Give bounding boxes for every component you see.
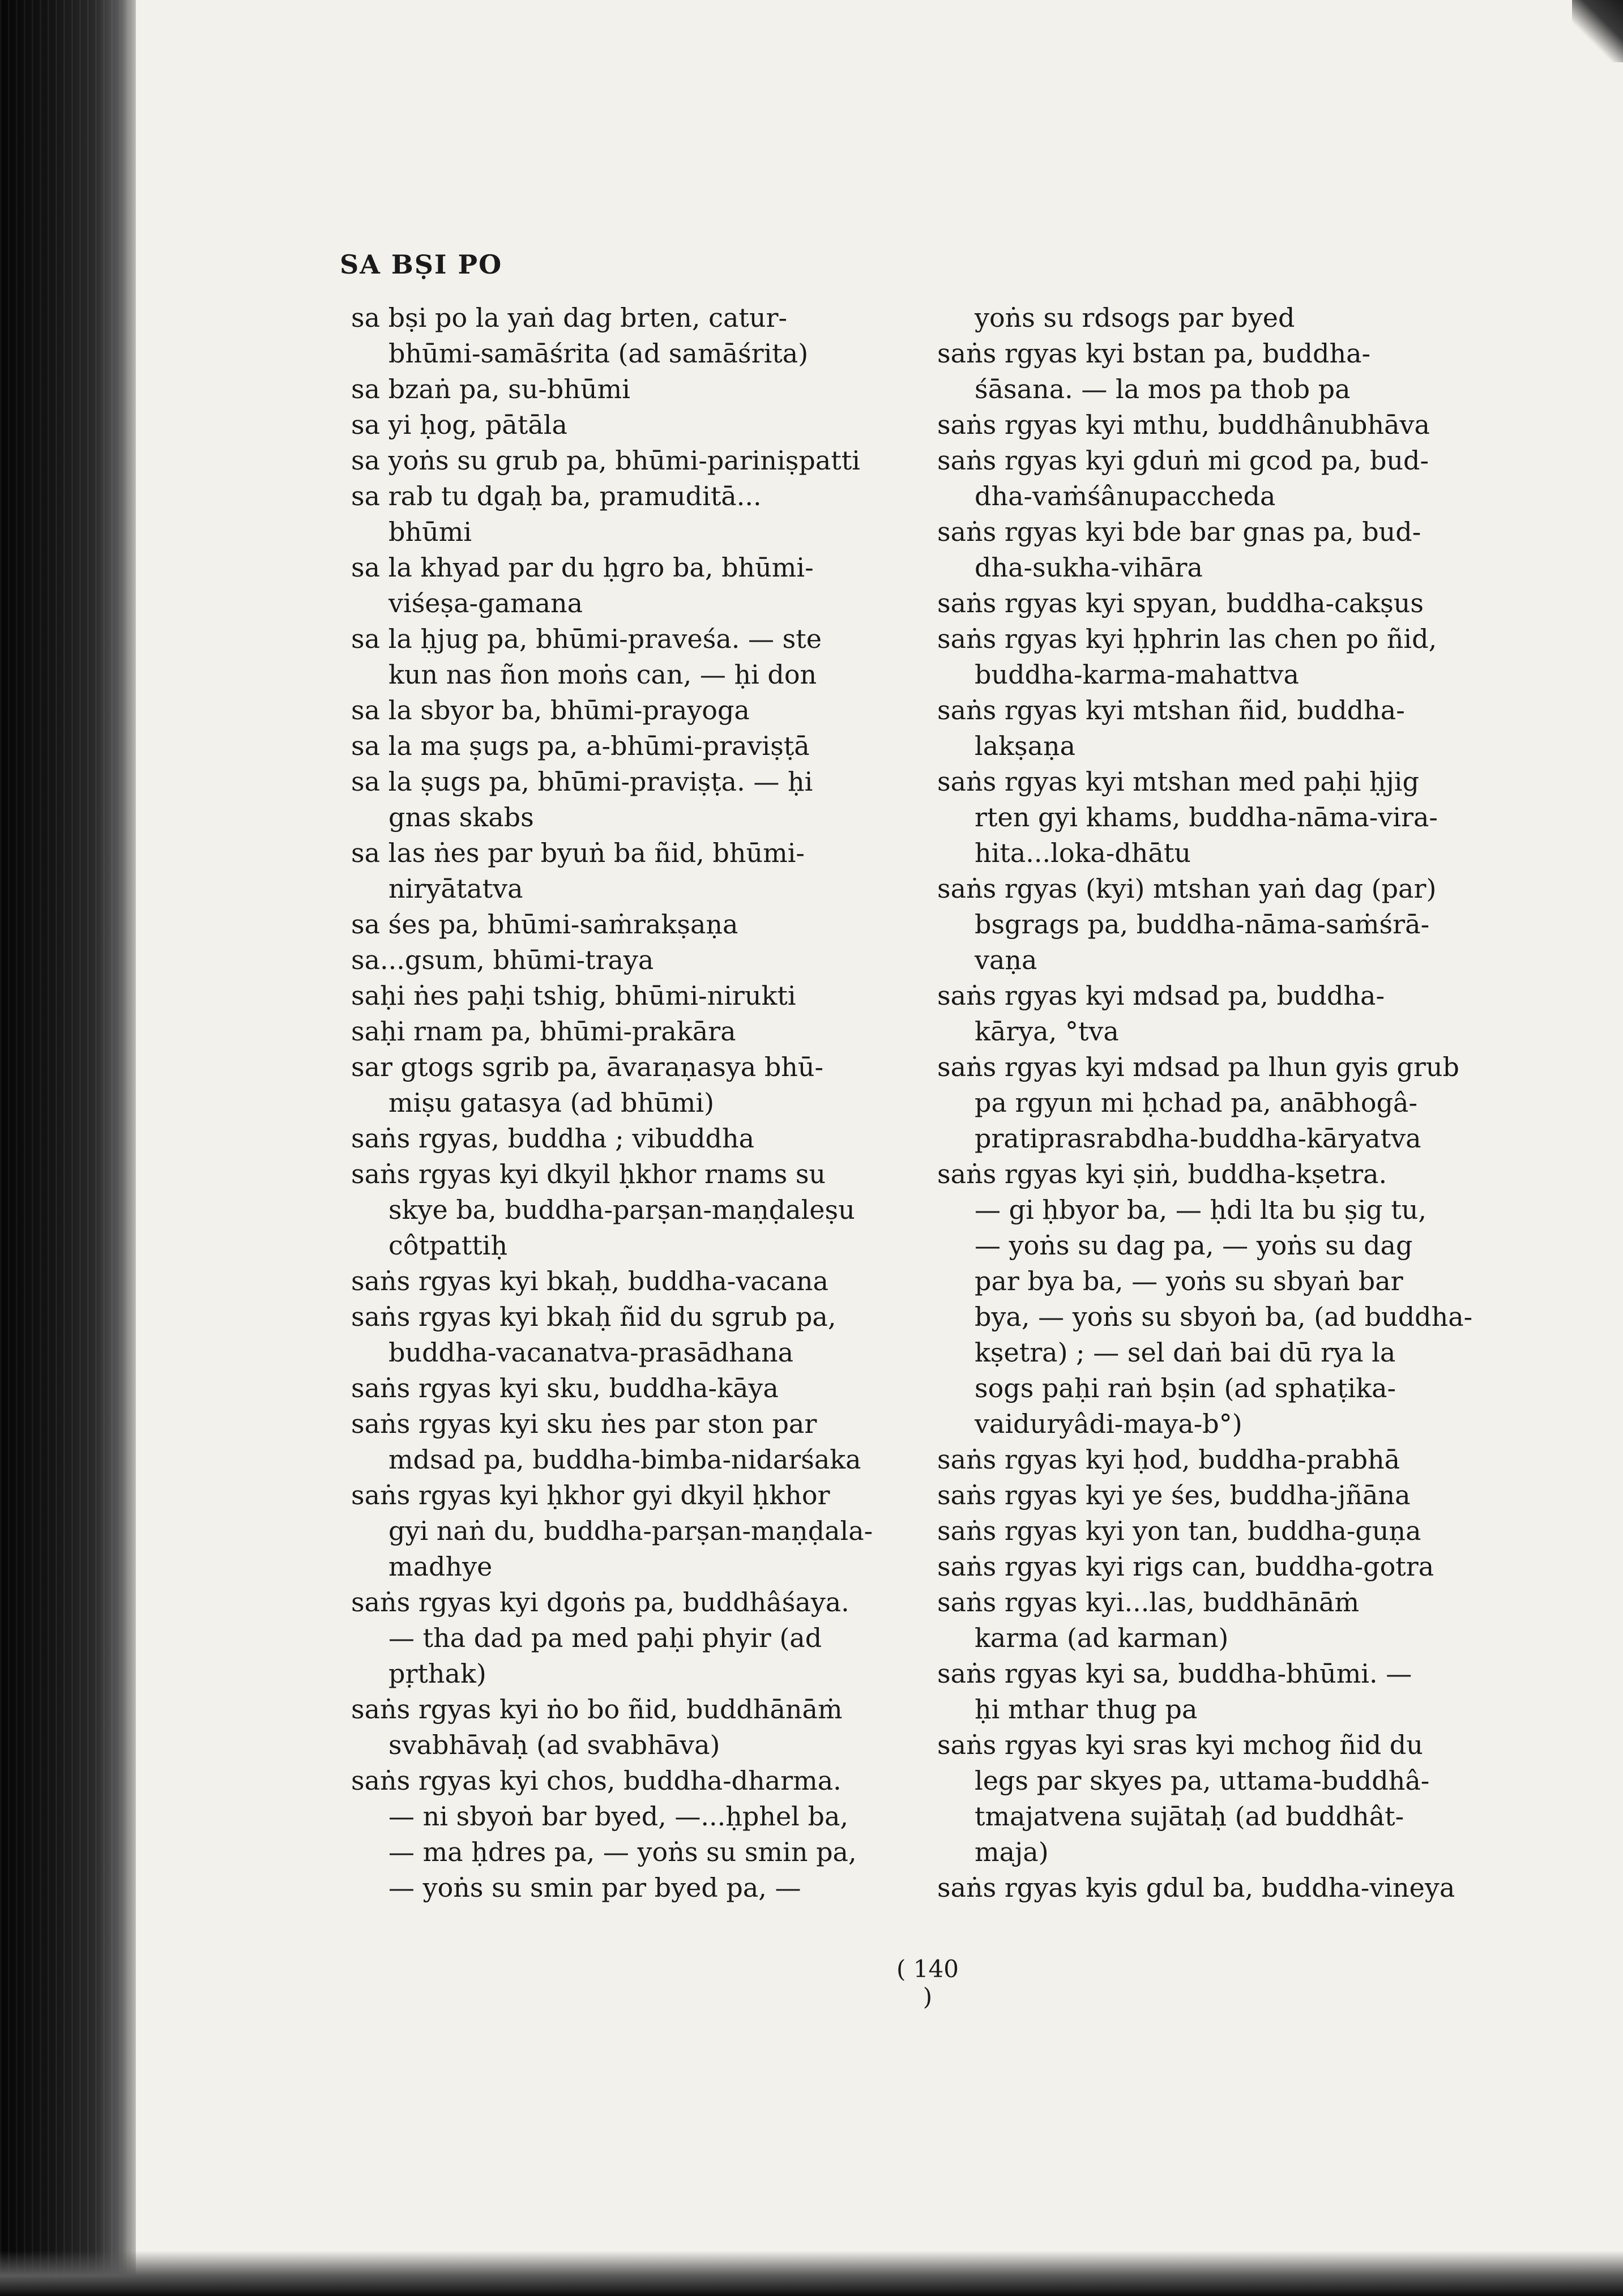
dictionary-entry: saṅs rgyas kyi mtshan ñid, buddha- lakṣaṇa	[937, 695, 1405, 761]
dictionary-entry: sa las ṅes par byuṅ ba ñid, bhūmi- niryātatva	[351, 838, 805, 904]
dictionary-entry: sa la ḥjug pa, bhūmi-praveśa. — ste kun nas ñon moṅs can, — ḥi don	[351, 624, 822, 690]
dictionary-entry: sa śes pa, bhūmi-saṁrakṣaṇa	[351, 909, 738, 940]
dictionary-entry: saṅs rgyas kyi yon tan, buddha-guṇa	[937, 1516, 1421, 1546]
dictionary-entry: saṅs rgyas, buddha ; vibuddha	[351, 1123, 755, 1154]
dictionary-entry: sa yi ḥog, pātāla	[351, 409, 567, 440]
dictionary-entry: saṅs rgyas kyi bkaḥ, buddha-vacana	[351, 1266, 828, 1296]
dictionary-entry: saṅs rgyas kyi sku ṅes par ston par mdsad pa, buddha-bimba-nidarśaka	[351, 1409, 861, 1475]
dictionary-entry: sa rab tu dgaḥ ba, pramuditā... bhūmi	[351, 481, 762, 547]
dictionary-entry: saṅs rgyas kyi ye śes, buddha-jñāna	[937, 1480, 1411, 1510]
dictionary-entry: saṅs rgyas kyi spyan, buddha-cakṣus	[937, 588, 1424, 618]
dictionary-entry: saṅs rgyas kyi bde bar gnas pa, bud- dha-sukha-vihāra	[937, 517, 1421, 583]
dictionary-entry: saṅs rgyas kyi ḥkhor gyi dkyil ḥkhor gyi naṅ du, buddha-parṣan-maṇḍala- madhye	[351, 1480, 873, 1582]
dictionary-entry: sar gtogs sgrib pa, āvaraṇasya bhū- miṣu gatasya (ad bhūmi)	[351, 1052, 824, 1118]
dictionary-entry: sa la khyad par du ḥgro ba, bhūmi- viśeṣa-gamana	[351, 552, 814, 618]
dictionary-entry: saṅs rgyas kyi mdsad pa, buddha- kārya, °tva	[937, 980, 1385, 1047]
dictionary-entry: saṅs rgyas kyi bstan pa, buddha- śāsana. — la mos pa thob pa	[937, 338, 1371, 404]
dictionary-entry: saṅs rgyas kyi sku, buddha-kāya	[351, 1373, 779, 1403]
dictionary-entry: saṅs rgyas kyi ṅo bo ñid, buddhānāṁ svabhāvaḥ (ad svabhāva)	[351, 1694, 843, 1760]
dictionary-entry: sa la sbyor ba, bhūmi-prayoga	[351, 695, 750, 725]
dictionary-entry: sa la ṣugs pa, bhūmi-praviṣṭa. — ḥi gnas skabs	[351, 766, 813, 833]
dictionary-entry: sa bṣi po la yaṅ dag brten, catur- bhūmi-samāśrita (ad samāśrita)	[351, 302, 809, 369]
dictionary-entry: saḥi ṅes paḥi tshig, bhūmi-nirukti	[351, 980, 796, 1011]
dictionary-entry: saṅs rgyas kyi rigs can, buddha-gotra	[937, 1551, 1434, 1582]
dictionary-entry: sa la ma ṣugs pa, a-bhūmi-praviṣṭā	[351, 731, 810, 761]
dictionary-entry: saṅs rgyas kyi...las, buddhānāṁ karma (ad karman)	[937, 1587, 1360, 1653]
dictionary-entry: saṅs rgyas kyi mdsad pa lhun gyis grub pa rgyun mi ḥchad pa, anābhogâ- pratiprasrabdha-buddha-kāryatva	[937, 1052, 1459, 1154]
dictionary-entry: saṅs rgyas kyi sras kyi mchog ñid du legs par skyes pa, uttama-buddhâ- tmajatvena sujātaḥ (ad buddhât- maja)	[937, 1730, 1430, 1867]
page-bottom-edge	[0, 2251, 1623, 2296]
dictionary-entry: sa yoṅs su grub pa, bhūmi-pariniṣpatti	[351, 445, 860, 476]
dictionary-entry: saṅs rgyas kyi ḥod, buddha-prabhā	[937, 1444, 1400, 1475]
dictionary-entry-continuation: yoṅs su rdsogs par byed	[975, 302, 1295, 333]
dictionary-entry: saṅs rgyas kyi mthu, buddhânubhāva	[937, 409, 1430, 440]
dictionary-entry: sa...gsum, bhūmi-traya	[351, 945, 654, 975]
dictionary-entry: saṅs rgyas kyis gdul ba, buddha-vineya	[937, 1872, 1455, 1903]
dictionary-entry: saṅs rgyas kyi bkaḥ ñid du sgrub pa, buddha-vacanatva-prasādhana	[351, 1301, 836, 1368]
left-column	[351, 300, 883, 1906]
dictionary-entry: saṅs rgyas kyi dkyil ḥkhor rnams su skye ba, buddha-parṣan-maṇḍaleṣu côtpattiḥ	[351, 1159, 855, 1261]
dictionary-entry: saṅs rgyas kyi gduṅ mi gcod pa, bud- dha-vaṁśânupaccheda	[937, 445, 1429, 511]
dictionary-entry: saṅs rgyas kyi sa, buddha-bhūmi. — ḥi mthar thug pa	[937, 1658, 1412, 1725]
dictionary-entry: saṅs rgyas kyi mtshan med paḥi ḥjig rten gyi khams, buddha-nāma-vira- hita...loka-dhātu	[937, 766, 1438, 868]
dictionary-entry: saṅs rgyas kyi ḥphrin las chen po ñid, buddha-karma-mahattva	[937, 624, 1437, 690]
page-title: SA BṢI PO	[340, 249, 503, 280]
right-column	[937, 300, 1495, 1906]
page-number: ( 140 )	[896, 1955, 959, 2011]
dictionary-entry: saḥi rnam pa, bhūmi-prakāra	[351, 1016, 736, 1047]
dictionary-entry: saṅs rgyas kyi ṣiṅ, buddha-kṣetra. — gi ḥbyor ba, — ḥdi lta bu ṣig tu, — yoṅs su dag pa, — yoṅs su dag par bya ba, — yoṅs su sbyaṅ bar bya, — yoṅs su sbyoṅ ba, (ad buddha- kṣetra) ; — sel daṅ bai dū rya la sogs paḥi raṅ bṣin (ad sphaṭika- vaiduryâdi-maya-b°)	[937, 1159, 1473, 1439]
dictionary-entry: saṅs rgyas kyi chos, buddha-dharma. — ni sbyoṅ bar byed, —...ḥphel ba, — ma ḥdres pa, — yoṅs su smin pa, — yoṅs su smin par byed pa, —	[351, 1765, 857, 1903]
dictionary-entry: sa bzaṅ pa, su-bhūmi	[351, 374, 630, 404]
book-binding	[0, 0, 136, 2296]
dictionary-entry: saṅs rgyas kyi dgoṅs pa, buddhâśaya. — tha dad pa med paḥi phyir (ad pṛthak)	[351, 1587, 849, 1689]
dictionary-entry: saṅs rgyas (kyi) mtshan yaṅ dag (par) bsgrags pa, buddha-nāma-saṁśrā- vaṇa	[937, 873, 1437, 975]
page-corner-shadow	[1572, 0, 1623, 62]
